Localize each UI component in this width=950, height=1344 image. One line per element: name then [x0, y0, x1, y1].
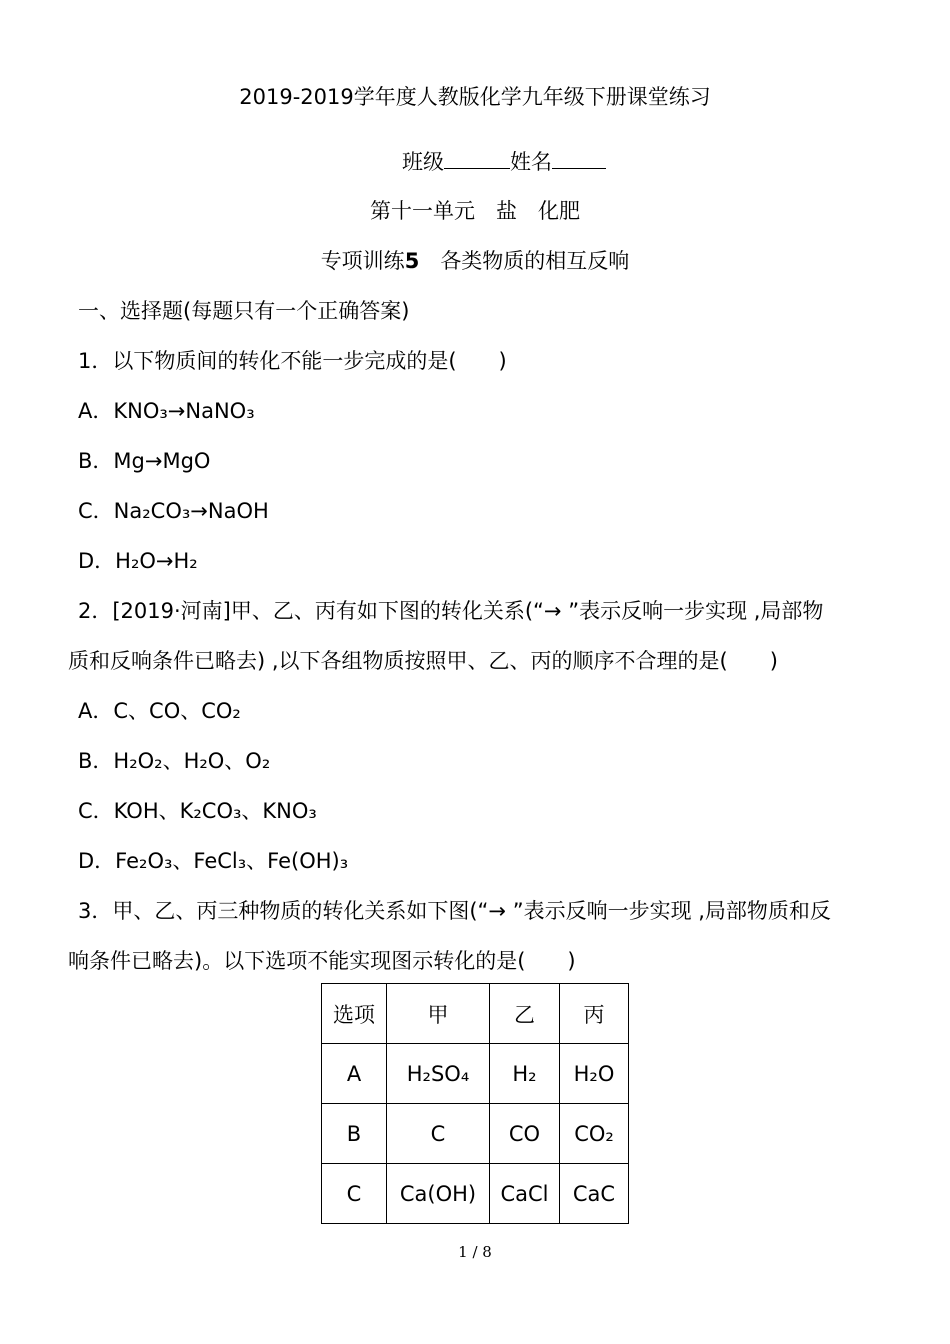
- q1-option-a: A．KNO₃→NaNO₃: [78, 399, 255, 423]
- table-cell: CO₂: [560, 1104, 629, 1164]
- q2-stem-line2: 质和反响条件已略去) ,以下各组物质按照甲、乙、丙的顺序不合理的是( ): [68, 649, 778, 673]
- topic-heading: [0, 246, 950, 276]
- q1-option-b: B．Mg→MgO: [78, 449, 211, 473]
- q1-option-c: C．Na₂CO₃→NaOH: [78, 499, 269, 523]
- q3-options-table: [321, 983, 629, 1224]
- class-label: 班级: [402, 150, 444, 174]
- table-cell: CO: [490, 1104, 560, 1164]
- topic-number: 5: [404, 249, 420, 273]
- page-number: 1 / 8: [458, 1243, 492, 1261]
- topic-title: 各类物质的相互反响: [440, 249, 630, 273]
- topic-prefix: 专项训练: [320, 249, 405, 273]
- table-header-cell: 丙: [560, 984, 629, 1044]
- q2-option-d: D．Fe₂O₃、FeCl₃、Fe(OH)₃: [78, 849, 349, 873]
- table-cell: H₂: [490, 1044, 560, 1104]
- table-row: [322, 1044, 629, 1104]
- name-blank[interactable]: [552, 146, 606, 169]
- table-header-row: [322, 984, 629, 1044]
- name-label: 姓名: [510, 150, 552, 174]
- unit-heading: 第十一单元 盐 化肥: [370, 199, 580, 223]
- q3-stem-line2: 响条件已略去)。以下选项不能实现图示转化的是( ): [68, 949, 576, 973]
- table-header-cell: 甲: [387, 984, 490, 1044]
- section-heading: 一、选择题(每题只有一个正确答案): [78, 299, 410, 323]
- q1-option-d: D．H₂O→H₂: [78, 549, 198, 573]
- q2-stem-line1: 2．[2019·河南]甲、乙、丙有如下图的转化关系(“→ ”表示反响一步实现 ,局部物: [78, 599, 824, 623]
- table-header-cell: 乙: [490, 984, 560, 1044]
- q2-option-a: A．C、CO、CO₂: [78, 699, 241, 723]
- table-cell: CaCl: [490, 1164, 560, 1224]
- q2-option-c: C．KOH、K₂CO₃、KNO₃: [78, 799, 317, 823]
- table-row: [322, 1104, 629, 1164]
- q2-option-b: B．H₂O₂、H₂O、O₂: [78, 749, 271, 773]
- table-cell: C: [322, 1164, 387, 1224]
- table-cell: CaC: [560, 1164, 629, 1224]
- table-cell: H₂SO₄: [387, 1044, 490, 1104]
- table-cell: C: [387, 1104, 490, 1164]
- class-name-line: [402, 146, 606, 177]
- table-header-cell: 选项: [322, 984, 387, 1044]
- q3-stem-line1: 3．甲、乙、丙三种物质的转化关系如下图(“→ ”表示反响一步实现 ,局部物质和反: [78, 899, 831, 923]
- table-row: [322, 1164, 629, 1224]
- table-cell: A: [322, 1044, 387, 1104]
- table-cell: H₂O: [560, 1044, 629, 1104]
- table-cell: B: [322, 1104, 387, 1164]
- class-blank[interactable]: [444, 146, 510, 169]
- table-cell: Ca(OH): [387, 1164, 490, 1224]
- document-title: 2019-2019学年度人教版化学九年级下册课堂练习: [239, 85, 711, 109]
- q1-stem: 1．以下物质间的转化不能一步完成的是( ): [78, 349, 507, 373]
